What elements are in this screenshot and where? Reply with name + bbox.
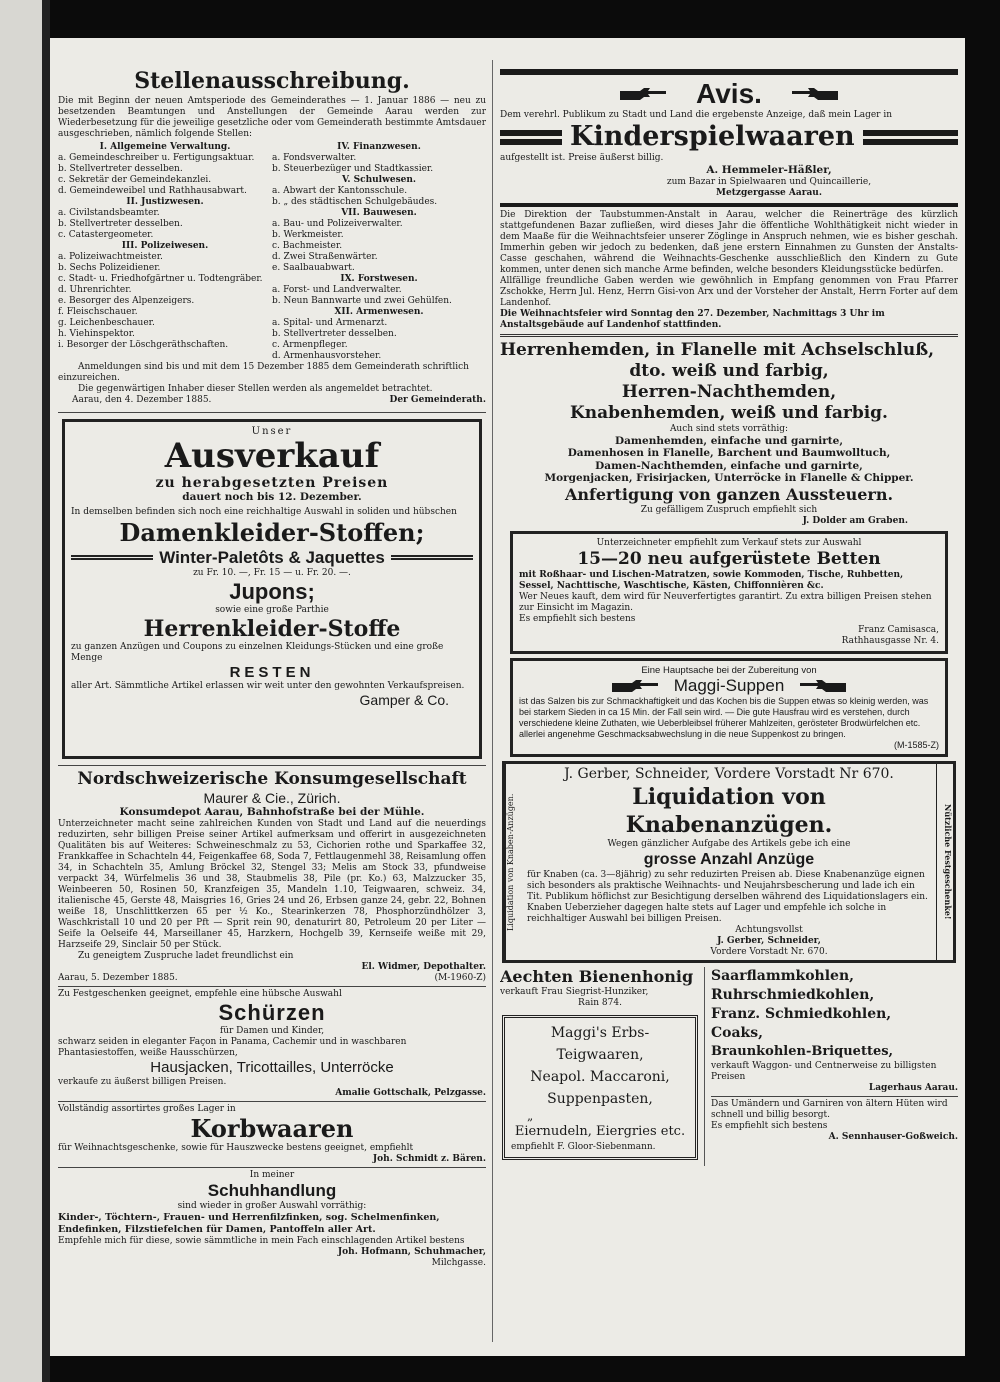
hemden-l11: Zu gefälligem Zuspruch empfiehlt sich xyxy=(640,504,818,515)
right-column xyxy=(500,66,958,1166)
konsum-firm: Maurer & Cie., Zürich. xyxy=(203,790,341,806)
pointing-hand-right-icon xyxy=(620,87,666,101)
stellen-item: c. Catastergeometer. xyxy=(58,230,154,240)
teig-ad xyxy=(502,1015,698,1160)
konsum-code: (M-1960-Z) xyxy=(434,972,486,983)
stellen-item: d. Gemeindeweibel und Rathhausabwart. xyxy=(58,186,247,196)
stellen-item: d. Uhrenrichter. xyxy=(58,285,132,295)
ausverkauf-sub: zu herabgesetzten Preisen xyxy=(155,475,389,491)
stellen-lists xyxy=(58,142,486,362)
teig-ditto: „ xyxy=(527,1108,534,1123)
teig-l3: Suppenpasten, xyxy=(547,1090,653,1107)
stellen-title: Stellenausschreibung. xyxy=(134,68,410,94)
hemden-l9: Morgenjacken, Frisirjacken, Unterröcke in Flanelle & Chipper. xyxy=(544,472,914,484)
hemden-l3: Herren-Nachthemden, xyxy=(621,381,837,402)
stellen-section-heading: IV. Finanzwesen. xyxy=(337,142,421,152)
stellen-intro: Die mit Beginn der neuen Amtsperiode des Gemeinderathes — 1. Januar 1886 — neu zu besetzenden Beamtungen und Anstellungen der Gemeinde Aarau werden zur Wiederbesetzung für die jeweilige gesetzliche oder vom Gemeinderath bestimmte Amtsdauer ausgeschrieben, nämlich folgende Stellen: xyxy=(58,96,486,139)
stellen-item: g. Leichenbeschauer. xyxy=(58,318,155,328)
stellen-section-heading: III. Polizeiwesen. xyxy=(121,241,209,251)
gerber-head: J. Gerber, Schneider, Vordere Vorstadt Nr 670. xyxy=(564,765,894,782)
avis-item-row xyxy=(500,121,958,153)
betten-street: Rathhausgasse Nr. 4. xyxy=(841,635,939,646)
gerber-ad xyxy=(502,761,956,963)
betten-body2: Wer Neues kauft, dem wird für Neuverfertigtes garantirt. Zu extra billigen Preisen stehen zur Einsicht im Magazin. xyxy=(519,591,932,613)
korb-body: für Weihnachtsgeschenke, sowie für Hauszwecke bestens geeignet, empfiehlt xyxy=(58,1142,414,1153)
ausverkauf-damen: Damenkleider-Stoffen; xyxy=(119,517,425,547)
stellen-item: i. Besorger der Löschgeräthschaften. xyxy=(58,340,229,350)
konsum-depot: Konsumdepot Aarau, Bahnhofstraße bei der Mühle. xyxy=(119,806,425,818)
hemden-l6: Damenhemden, einfache und garnirte, xyxy=(615,434,843,447)
ausverkauf-firm: Gamper & Co. xyxy=(359,691,449,708)
betten-intro: Unterzeichneter empfiehlt zum Verkauf stets zur Auswahl xyxy=(596,537,862,548)
hemden-l4: Knabenhemden, weiß und farbig. xyxy=(570,402,888,423)
ausverkauf-text3: aller Art. Sämmtliche Artikel erlassen wir weit unter den gewohnten Verkaufspreisen. xyxy=(71,680,465,691)
schuerzen-signer: Amalie Gottschalk, Pelzgasse. xyxy=(335,1087,486,1098)
kohlen-l2: Ruhrschmiedkohlen, xyxy=(711,986,875,1003)
stellen-item: a. Forst- und Landverwalter. xyxy=(272,285,402,295)
honig-street: Rain 874. xyxy=(578,997,622,1008)
ausverkauf-resten: RESTEN xyxy=(229,663,315,681)
stellen-item: b. Stellvertreter desselben. xyxy=(58,219,183,229)
ausverkauf-herren: Herrenkleider-Stoffe xyxy=(143,615,401,642)
hemden-l2: dto. weiß und farbig, xyxy=(629,360,829,381)
maggi-title: Maggi-Suppen xyxy=(673,675,785,695)
gerber-title: Liquidation von Knabenanzügen. xyxy=(625,783,833,838)
betten-ad xyxy=(510,531,948,654)
korb-signer: Joh. Schmidt z. Bären. xyxy=(372,1153,486,1164)
page-gutter xyxy=(42,0,50,1382)
konsum-signer: El. Widmer, Depothalter. xyxy=(361,961,486,972)
stellen-footer xyxy=(58,395,486,406)
stellen-item: b. „ des städtischen Schulgebäudes. xyxy=(272,197,438,207)
hemden-l1: Herrenhemden, in Flanelle mit Achselschluß, xyxy=(500,339,935,360)
stellen-item: h. Viehinspektor. xyxy=(58,329,135,339)
stellen-item: e. Saalbauabwart. xyxy=(272,263,355,273)
left-column xyxy=(58,68,486,1269)
stellen-section-heading: II. Justizwesen. xyxy=(126,197,204,207)
teig-l1: Maggi's Erbs-Teigwaaren, xyxy=(550,1024,650,1063)
schuerzen-body: schwarz seiden in eleganter Façon in Panama, Cachemir und in waschbaren Phantasiestoffen, weiße Hausschürzen, xyxy=(58,1036,407,1058)
schuerzen-for: für Damen und Kinder, xyxy=(219,1025,325,1036)
ausverkauf-text1: In demselben befinden sich noch eine reichhaltige Auswahl in soliden und hübschen xyxy=(71,506,457,517)
hemden-l10: Anfertigung von ganzen Aussteuern. xyxy=(564,484,894,504)
stellen-item: b. Werkmeister. xyxy=(272,230,344,240)
schuerzen-body2: verkaufe zu äußerst billigen Preisen. xyxy=(58,1076,227,1087)
avis-street: Metzgergasse Aarau. xyxy=(716,187,822,198)
korb-title: Korbwaaren xyxy=(190,1113,354,1143)
stellen-item: c. Bachmeister. xyxy=(272,241,343,251)
hute-ad xyxy=(711,1099,958,1143)
maggi-intro: Eine Hauptsache bei der Zubereitung von xyxy=(641,664,817,676)
gerber-left-vertical: Liquidation von Knaben-Anzügen. xyxy=(505,764,522,960)
ausverkauf-until: dauert noch bis 12. Dezember. xyxy=(182,491,362,503)
stellen-item: a. Gemeindeschreiber u. Fertigungsaktuar. xyxy=(58,153,255,163)
schuerzen-intro: Zu Festgeschenken geeignet, empfehle eine hübsche Auswahl xyxy=(58,988,342,999)
teig-l2: Neapol. Maccaroni, xyxy=(530,1068,670,1085)
avis-title: Avis. xyxy=(696,78,762,109)
stellen-item: b. Neun Bannwarte und zwei Gehülfen. xyxy=(272,296,452,306)
schuh-body1: sind wieder in großer Auswahl vorräthig: xyxy=(177,1200,367,1211)
gerber-big: grosse Anzahl Anzüge xyxy=(643,850,815,868)
avis-place: zum Bazar in Spielwaaren und Quincaillerie, xyxy=(666,176,872,187)
ausverkauf-partie: sowie eine große Parthie xyxy=(215,604,329,615)
adjacent-page-edge xyxy=(0,0,42,1382)
kohlen-l4: Coaks, xyxy=(711,1024,764,1041)
stellen-signer: Der Gemeinderath. xyxy=(389,395,486,405)
gerber-street: Vordere Vorstadt Nr. 670. xyxy=(710,946,828,957)
bottom-right-area xyxy=(500,967,958,1166)
stellen-item: b. Sechs Polizeidiener. xyxy=(58,263,161,273)
pointing-hand-left-icon xyxy=(800,679,846,693)
newspaper-page xyxy=(50,38,965,1356)
avis-text2: aufgestellt ist. Preise äußerst billig. xyxy=(500,153,664,163)
schuerzen-ad xyxy=(58,989,486,1099)
stellen-item: a. Fondsverwalter. xyxy=(272,153,357,163)
honig-ad xyxy=(500,967,700,1009)
kohlen-l5: Braunkohlen-Briquettes, xyxy=(711,1043,894,1059)
kohlen-l1: Saarflammkohlen, xyxy=(711,967,855,984)
ausverkauf-title: Ausverkauf xyxy=(164,436,380,476)
konsum-body: Unterzeichneter macht seine zahlreichen Kunden von Stadt und Land auf die neuerdings reduzirten, sehr billigen Preise seiner Artikel aufmerksam und offerirt in ausgezeichneten Qualitäten bis auf Weiteres: Schweineschmalz zu 53, Cichorien rothe und Sparkaffee 32, Frankkaffee in Schachteln 44, Feigenkaffee 68, Soda 7, Fettlaugenmehl 38, Reisamlung offen 34, in Schachteln 35, Amlung Bröckel 32, Stengel 33; Melis am Stock 33, pfundweise verpackt 34, Würfelmelis 36 und 38, Staubmelis 38, Pile (pr. Ko.) 63, Malzzucker 35, Weinbeeren 50, Rosinen 50, Kranzfeigen 35, Mandeln 1.10, Teigwaaren, schweiz. 34, italienische 45, Gerste 48, Maisgries 16, Gries 24 und 26, Erbsen ganze 24, gebr. 22, Bohnen weiße 18, Unschlittkerzen 65 per ½ Ko., Stearinkerzen 78, Phosphorzündhölzer 3, Waschkristall 10 und 20 per Pft — Sprit rein 90, denaturirt 80, Petroleum 20 per Liter — Seife la Oelseife 44, Marseillaner 45, Harzkern, Hochgelb 39, Kernseife weiße mit 29, Harzseife 29, Sinclair 50 per Stück. xyxy=(58,818,486,950)
maggi-code: (M-1585-Z) xyxy=(893,739,939,750)
korb-intro: Vollständig assortirtes großes Lager in xyxy=(58,1103,236,1114)
stellen-closing: Anmeldungen sind bis und mit dem 15 Dezember 1885 dem Gemeinderath schriftlich einzureichen. xyxy=(58,362,469,383)
schuerzen-line: Hausjacken, Tricottailles, Unterröcke xyxy=(150,1058,394,1076)
ausverkauf-jupons: Jupons; xyxy=(229,578,315,604)
stellen-item: e. Besorger des Alpenzeigers. xyxy=(58,296,195,306)
taub-text: Die Direktion der Taubstummen-Anstalt in Aarau, welcher die Reinerträge des kürzlich stattgefundenen Bazar zufließen, wird dieses Jahr die öffentliche Wohlthätigkeit nicht wieder in dem Maaße für die Weihnachtsfeier unserer Zöglinge in Anspruch nehmen, wie es bisher geschah. Immerhin geben wir jedoch zu bedenken, daß jene erstern Einnahmen zu Gunsten der Anstalts-Casse geschahen, während die Weihnachts-Geschenke ausschließlich den Kindern zu Gute kommen, unter denen sich manche Arme befinden, welche besonders Kleidungsstücke bedürfen. xyxy=(500,209,958,275)
konsum-ad xyxy=(58,768,486,984)
gerber-signer: J. Gerber, Schneider, xyxy=(717,935,821,946)
hemden-ad xyxy=(500,340,958,527)
stellen-section-heading: I. Allgemeine Verwaltung. xyxy=(99,142,231,152)
hute-text: Das Umändern und Garniren von ältern Hüten wird schnell und billig besorgt. xyxy=(711,1098,948,1120)
schuh-ad xyxy=(58,1170,486,1269)
avis-ad xyxy=(500,69,958,199)
schuh-body2: Kinder-, Töchtern-, Frauen- und Herrenfilzfinken, sog. Schelmenfinken, Endefinken, Filzstiefelchen für Damen, Pantoffeln aller Art. xyxy=(58,1211,440,1235)
stellen-right-list xyxy=(272,142,486,362)
kohlen-l3: Franz. Schmiedkohlen, xyxy=(711,1005,892,1022)
avis-text: Dem verehrl. Publikum zu Stadt und Land die ergebenste Anzeige, daß mein Lager in xyxy=(500,110,893,120)
honig-text: verkauft Frau Siegrist-Hunziker, xyxy=(500,986,649,997)
avis-item: Kinderspielwaaren xyxy=(570,121,855,152)
stellen-item: a. Civilstandsbeamter. xyxy=(58,208,160,218)
gerber-regards: Achtungsvollst xyxy=(735,924,803,935)
korb-ad xyxy=(58,1104,486,1165)
kohlen-text: verkauft Waggon- und Centnerweise zu billigsten Preisen xyxy=(711,1060,937,1082)
column-divider xyxy=(492,60,493,1342)
hute-signer: A. Sennhauser-Goßweich. xyxy=(828,1131,958,1142)
gerber-reason: Wegen gänzlicher Aufgabe des Artikels gebe ich eine xyxy=(607,838,851,849)
maggi-ad xyxy=(510,658,948,757)
hemden-signer: J. Dolder am Graben. xyxy=(802,515,908,526)
betten-signer: Franz Camisasca, xyxy=(858,624,939,635)
gerber-right-vertical: Nützliche Festgeschenke! xyxy=(936,764,953,960)
stellen-section-heading: IX. Forstwesen. xyxy=(340,274,418,284)
schuh-intro: In meiner xyxy=(249,1169,295,1180)
bottom-right-left xyxy=(500,967,705,1166)
gerber-body: für Knaben (ca. 3—8jährig) zu sehr reduzirten Preisen ab. Diese Knabenanzüge eignen sich besonders als praktische Weihnachts- und Neujahrsbescherung und lade ich ein Tit. Publikum höflichst zur Besichtigung derselben während des Liquidationslagers ein. xyxy=(527,869,928,902)
pointing-hand-right-icon xyxy=(612,679,658,693)
stellen-item: a. Polizeiwachtmeister. xyxy=(58,252,163,262)
betten-title: 15—20 neu aufgerüstete Betten xyxy=(577,548,881,569)
schuerzen-title: Schürzen xyxy=(218,999,326,1025)
stellen-item: b. Stellvertreter desselben. xyxy=(58,164,183,174)
schuh-body3: Empfehle mich für diese, sowie sämmtliche in mein Fach einschlagenden Artikel bestens xyxy=(58,1235,465,1246)
hemden-l7: Damenhosen in Flanelle, Barchent und Baumwolltuch, xyxy=(567,447,891,459)
betten-body: mit Roßhaar- und Lischen-Matratzen, sowie Kommoden, Tische, Ruhbetten, Sessel, Nachttische, Waschtische, Kästen, Chiffonnièren &c. xyxy=(519,569,904,591)
konsum-footer xyxy=(58,973,486,984)
stellen-section-heading: XII. Armenwesen. xyxy=(334,307,424,317)
stellen-ad xyxy=(58,68,486,406)
stellen-left-list xyxy=(58,142,272,362)
stellen-item: f. Fleischschauer. xyxy=(58,307,138,317)
konsum-invite: Zu geneigtem Zuspruche ladet freundlichst ein xyxy=(78,950,294,961)
stellen-item: d. Zwei Straßenwärter. xyxy=(272,252,378,262)
stellen-section-heading: VII. Bauwesen. xyxy=(341,208,417,218)
taub-text3: Die Weihnachtsfeier wird Sonntag den 27. Dezember, Nachmittags 3 Uhr im Anstaltsgebäude auf Landenhof stattfinden. xyxy=(500,308,885,330)
konsum-title: Nordschweizerische Konsumgesellschaft xyxy=(77,769,467,789)
honig-title: Aechten Bienenhonig xyxy=(500,966,694,986)
taub-text2: Allfällige freundliche Gaben werden wie gewöhnlich in Empfang genommen von Frau Pfarrer Zschokke, Herrn Jul. Henz, Herrn Gisi-von Arx und der Vorsteher der Anstalt, Herrn Forter auf dem Landenhof. xyxy=(500,275,958,308)
teig-l4: Eiernudeln, Eiergries etc. xyxy=(514,1123,686,1139)
stellen-date: Aarau, den 4. Dezember 1885. xyxy=(72,395,212,405)
kohlen-signer: Lagerhaus Aarau. xyxy=(868,1082,958,1093)
stellen-item: a. Spital- und Armenarzt. xyxy=(272,318,388,328)
stellen-item: c. Sekretär der Gemeindekanzlei. xyxy=(58,175,212,185)
schuh-signer: Joh. Hofmann, Schuhmacher, xyxy=(337,1246,486,1257)
stellen-item: c. Stadt- u. Friedhofgärtner u. Todtengräber. xyxy=(58,274,263,284)
stellen-item: d. Armenhausvorsteher. xyxy=(272,351,382,361)
hute-text2: Es empfiehlt sich bestens xyxy=(711,1120,828,1131)
stellen-item: b. Steuerbezüger und Stadtkassier. xyxy=(272,164,434,174)
stellen-closing2: Die gegenwärtigen Inhaber dieser Stellen werden als angemeldet betrachtet. xyxy=(78,384,433,394)
hemden-l5: Auch sind stets vorräthig: xyxy=(669,423,789,434)
stellen-item: a. Bau- und Polizeiverwalter. xyxy=(272,219,403,229)
bottom-right-right xyxy=(705,967,958,1166)
ausverkauf-text2: zu ganzen Anzügen und Coupons zu einzelnen Kleidungs-Stücken und eine große Menge xyxy=(71,641,444,663)
stellen-item: a. Abwart der Kantonsschule. xyxy=(272,186,408,196)
avis-header xyxy=(500,78,958,110)
ausverkauf-winter-row xyxy=(71,548,473,568)
ausverkauf-prices: zu Fr. 10. —, Fr. 15 — u. Fr. 20. —. xyxy=(193,567,351,578)
stellen-item: c. Armenpfleger. xyxy=(272,340,348,350)
ausverkauf-pre: Unser xyxy=(251,426,293,437)
betten-body3: Es empfiehlt sich bestens xyxy=(519,613,636,624)
konsum-date: Aarau, 5. Dezember 1885. xyxy=(58,972,178,983)
maggi-header xyxy=(519,676,939,696)
kohlen-ad xyxy=(711,967,958,1094)
taubstummen-notice xyxy=(500,210,958,331)
ausverkauf-ad xyxy=(62,419,482,759)
gerber-body2: Knaben Ueberzieher dagegen halte stets auf Lager und empfehle ich solche in reichhaltiger Auswahl bei billigen Preisen. xyxy=(527,902,887,924)
avis-signer: A. Hemmeler-Häßler, xyxy=(706,164,832,176)
ausverkauf-winter: Winter-Paletôts & Jaquettes xyxy=(159,547,385,567)
maggi-body: ist das Salzen bis zur Schmackhaftigkeit und das Kochen bis die Suppen etwas so kleinig werden, was bei starkem Sieden in ca 15 Min. der Fall sein wird. — Die gute Hausfrau wird es verstehen, durch verschiedene kleine Zuthaten, wie Ueberbleibsel früherer Mahlzeiten, gerösteter Brodwürfelchen etc. allerlei angenehme Geschmacksabwechslung in die neue Suppenkost zu bringen. xyxy=(519,695,929,739)
hemden-l8: Damen-Nachthemden, einfache und garnirte, xyxy=(595,459,863,472)
schuh-street: Milchgasse. xyxy=(431,1257,486,1268)
stellen-item: b. Stellvertreter desselben. xyxy=(272,329,397,339)
stellen-section-heading: V. Schulwesen. xyxy=(341,175,417,185)
pointing-hand-left-icon xyxy=(792,87,838,101)
teig-signer: empfiehlt F. Gloor-Siebenmann. xyxy=(511,1141,656,1152)
schuh-title: Schuhhandlung xyxy=(207,1180,337,1200)
